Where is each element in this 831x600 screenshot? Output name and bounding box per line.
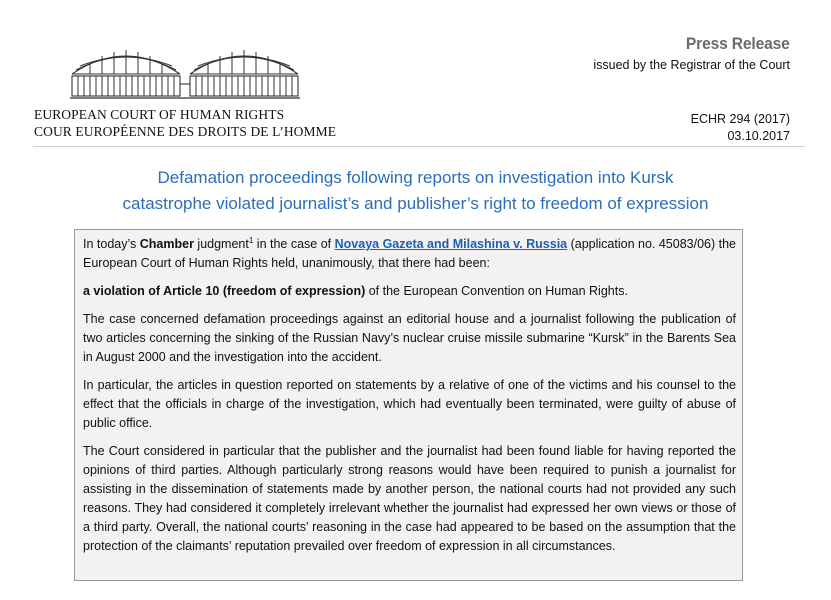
summary-paragraph-3: The case concerned defamation proceedings against an editorial house and a journalist following the publication of two articles concerning the sinking of the Russian Navy’s nuclear cruise missile submarine “Kursk” in the Barents Sea in August 2000 and the investigation into the accident. [83, 312, 736, 364]
case-link[interactable]: Novaya Gazeta and Milashina v. Russia [334, 237, 568, 251]
intro-text: In today’s [83, 237, 140, 251]
headline-line-2: catastrophe violated journalist’s and publisher’s right to freedom of expression [122, 194, 709, 213]
convention-text: of the European Convention on Human Rights. [365, 284, 628, 298]
summary-box [74, 229, 743, 581]
echr-building-logo-icon [70, 40, 300, 102]
headline-line-1: Defamation proceedings following reports on investigation into Kursk [157, 168, 674, 187]
press-release-subtitle: issued by the Registrar of the Court [593, 58, 790, 72]
summary-paragraph-1 [83, 235, 736, 273]
press-release-title: Press Release [686, 34, 790, 53]
summary-paragraph-5: The Court considered in particular that the publisher and the journalist had been found liable for having reported the opinions of third parties. Although particularly strong reasons would have been required to punish a journalist for assisting in the dissemination of statements made by another person, the national courts had not provided any such reasons. They had considered it completely irrelevant whether the journalist had expressed her own views or those of a third party. Overall, the national courts’ reasoning in the case had appeared to be based on the assumption that the protection of the claimants’ reputation prevailed over freedom of expression in all circumstances. [83, 444, 736, 553]
chamber-label: Chamber [139, 237, 194, 251]
judgment-text: judgment [193, 237, 249, 251]
court-name-french: COUR EUROPÉENNE DES DROITS DE L’HOMME [34, 124, 337, 139]
case-prefix-text: in the case of [253, 237, 335, 251]
release-date: 03.10.2017 [727, 129, 790, 143]
violation-text: a violation of Article 10 (freedom of expression) [83, 284, 366, 298]
header-divider [33, 146, 805, 147]
headline [40, 165, 791, 217]
summary-paragraph-4: In particular, the articles in question reported on statements by a relative of one of the victims and his counsel to the effect that the officials in charge of the investigation, which had eventually been terminated, were guilty of abuse of public office. [83, 378, 736, 430]
court-name [34, 106, 336, 140]
reference-number: ECHR 294 (2017) [690, 112, 790, 126]
court-name-english: EUROPEAN COURT OF HUMAN RIGHTS [34, 107, 285, 122]
reference-block [691, 111, 790, 145]
footnote-marker[interactable]: 1 [248, 235, 254, 245]
summary-paragraph-2 [83, 282, 736, 301]
press-release-header [593, 34, 790, 72]
case-rest-text: (application no. 45083/06) the European Court of Human Rights held, unanimously, that there had been: [83, 237, 736, 270]
